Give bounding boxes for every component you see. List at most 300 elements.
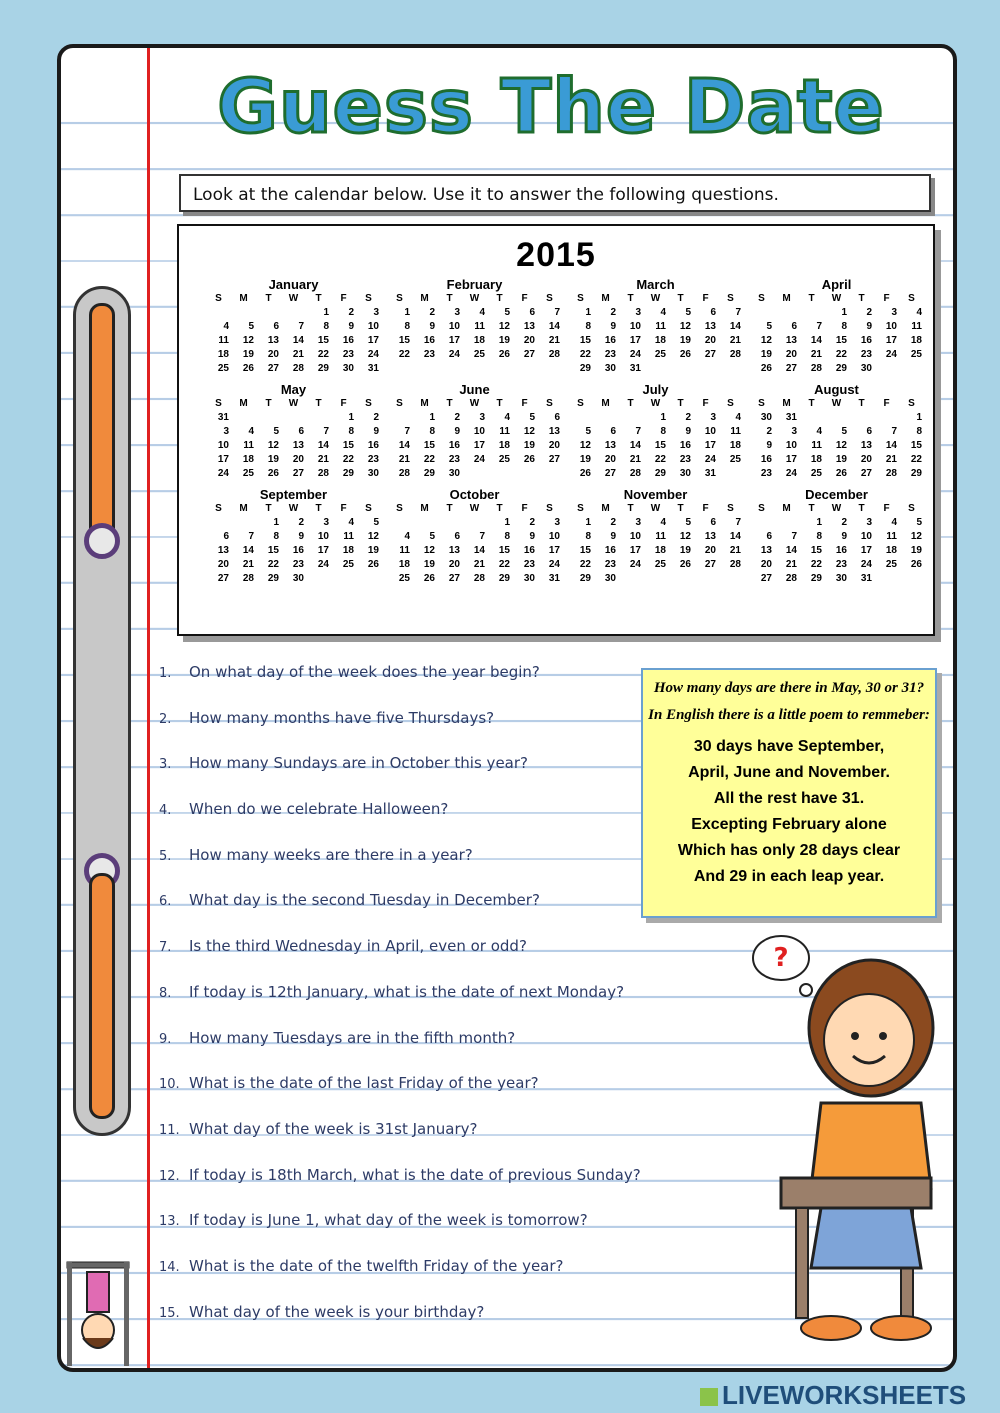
calendar-day: 20 xyxy=(704,545,716,556)
calendar-day: 21 xyxy=(885,454,897,465)
calendar-day: 10 xyxy=(629,531,641,542)
month-grid xyxy=(749,502,924,586)
weekday-header: W xyxy=(288,503,299,514)
calendar-2015 xyxy=(177,224,935,636)
calendar-day: 17 xyxy=(629,335,641,346)
calendar-day: 13 xyxy=(704,321,716,332)
calendar-day: 1 xyxy=(273,517,279,528)
calendar-day: 19 xyxy=(679,335,691,346)
calendar-day xyxy=(618,572,643,586)
calendar-day: 19 xyxy=(498,335,510,346)
calendar-day: 15 xyxy=(267,545,279,556)
calendar-month xyxy=(746,382,927,481)
month-name: September xyxy=(259,487,328,502)
calendar-day xyxy=(306,411,331,425)
weekday-header: S xyxy=(396,398,403,409)
calendar-day: 6 xyxy=(454,531,460,542)
hanging-kid-illustration xyxy=(63,1258,133,1368)
calendar-day: 13 xyxy=(548,426,560,437)
calendar-day: 20 xyxy=(604,454,616,465)
calendar-day: 27 xyxy=(785,363,797,374)
calendar-day: 2 xyxy=(529,517,535,528)
calendar-day xyxy=(718,572,743,586)
calendar-day xyxy=(537,467,562,481)
margin-line xyxy=(147,48,150,1368)
calendar-day: 27 xyxy=(604,468,616,479)
calendar-day: 18 xyxy=(342,545,354,556)
calendar-day xyxy=(668,362,693,376)
calendar-day: 10 xyxy=(448,321,460,332)
calendar-day xyxy=(387,516,412,530)
calendar-day xyxy=(256,306,281,320)
calendar-day: 24 xyxy=(885,349,897,360)
calendar-day: 17 xyxy=(448,335,460,346)
calendar-day: 2 xyxy=(766,426,772,437)
weekday-header: T xyxy=(858,398,865,409)
weekday-header: S xyxy=(396,293,403,304)
calendar-day: 25 xyxy=(885,559,897,570)
calendar-day: 3 xyxy=(479,412,485,423)
question-text: On what day of the week does the year begin? xyxy=(189,663,540,681)
calendar-day: 20 xyxy=(860,454,872,465)
calendar-day: 31 xyxy=(860,573,872,584)
calendar-day: 15 xyxy=(398,335,410,346)
calendar-day: 25 xyxy=(473,349,485,360)
calendar-day xyxy=(206,516,231,530)
calendar-day: 7 xyxy=(791,531,797,542)
weekday-header: S xyxy=(365,503,372,514)
weekday-header: T xyxy=(446,398,453,409)
weekday-header: M xyxy=(601,503,610,514)
calendar-month xyxy=(565,277,746,376)
calendar-day: 26 xyxy=(367,559,379,570)
calendar-day: 11 xyxy=(886,531,897,542)
calendar-day: 7 xyxy=(735,307,741,318)
shoe-left xyxy=(801,1316,861,1340)
blue-skirt xyxy=(811,1208,921,1268)
calendar-day: 13 xyxy=(448,545,460,556)
weekday-header: F xyxy=(521,398,528,409)
calendar-day: 21 xyxy=(398,454,410,465)
calendar-day: 8 xyxy=(916,426,922,437)
calendar-day: 21 xyxy=(729,545,741,556)
month-grid xyxy=(568,502,743,586)
weekday-header: F xyxy=(702,293,709,304)
weekday-header: W xyxy=(650,398,661,409)
calendar-day xyxy=(668,572,693,586)
calendar-day: 25 xyxy=(729,454,741,465)
calendar-day: 11 xyxy=(399,545,410,556)
calendar-day: 7 xyxy=(635,426,641,437)
calendar-day: 22 xyxy=(317,349,329,360)
calendar-day xyxy=(487,467,512,481)
calendar-day xyxy=(387,411,412,425)
calendar-day: 19 xyxy=(835,454,847,465)
calendar-day: 29 xyxy=(579,363,591,374)
question-item xyxy=(159,845,719,891)
calendar-day: 11 xyxy=(730,426,741,437)
calendar-day xyxy=(231,516,256,530)
question-text: How many months have five Thursdays? xyxy=(189,708,495,727)
weekday-header: S xyxy=(365,293,372,304)
calendar-day: 25 xyxy=(810,468,822,479)
month-name: May xyxy=(280,382,307,397)
calendar-day: 23 xyxy=(367,454,379,465)
binder-hole-top xyxy=(84,523,120,559)
worksheet-page xyxy=(57,44,957,1372)
month-grid xyxy=(206,502,381,586)
calendar-day: 30 xyxy=(604,363,616,374)
weekday-header: T xyxy=(496,503,503,514)
calendar-day: 2 xyxy=(373,412,379,423)
calendar-day: 1 xyxy=(916,412,922,423)
calendar-day: 15 xyxy=(342,440,354,451)
calendar-day: 30 xyxy=(367,468,379,479)
calendar-day: 6 xyxy=(529,307,535,318)
calendar-day: 15 xyxy=(835,335,847,346)
calendar-day: 22 xyxy=(654,454,666,465)
calendar-day: 5 xyxy=(685,307,691,318)
calendar-day: 22 xyxy=(398,349,410,360)
calendar-day: 26 xyxy=(498,349,510,360)
question-item xyxy=(159,1210,719,1256)
calendar-day: 5 xyxy=(373,517,379,528)
calendar-day: 22 xyxy=(579,559,591,570)
weekday-header: T xyxy=(496,293,503,304)
calendar-day: 1 xyxy=(404,307,410,318)
calendar-day: 22 xyxy=(579,349,591,360)
calendar-day: 4 xyxy=(916,307,922,318)
calendar-day: 1 xyxy=(660,412,666,423)
calendar-day xyxy=(799,411,824,425)
binder-clip xyxy=(73,286,131,1136)
calendar-day xyxy=(874,572,899,586)
calendar-day: 4 xyxy=(660,307,666,318)
calendar-day: 21 xyxy=(729,335,741,346)
calendar-day xyxy=(899,572,924,586)
calendar-day: 16 xyxy=(367,440,379,451)
calendar-day: 18 xyxy=(729,440,741,451)
calendar-day: 25 xyxy=(242,468,254,479)
question-number: 3. xyxy=(159,757,172,773)
calendar-day: 5 xyxy=(766,321,772,332)
calendar-day: 12 xyxy=(760,335,772,346)
weekday-header: T xyxy=(446,293,453,304)
calendar-day: 31 xyxy=(629,363,641,374)
calendar-day: 24 xyxy=(629,559,641,570)
calendar-day: 23 xyxy=(342,349,354,360)
calendar-day xyxy=(774,306,799,320)
calendar-day: 3 xyxy=(635,517,641,528)
calendar-day: 4 xyxy=(479,307,485,318)
calendar-day xyxy=(718,362,743,376)
calendar-day xyxy=(356,572,381,586)
calendar-day: 26 xyxy=(910,559,922,570)
calendar-day: 31 xyxy=(367,363,379,374)
question-item xyxy=(159,708,719,754)
calendar-day: 12 xyxy=(579,440,591,451)
calendar-day: 17 xyxy=(885,335,897,346)
calendar-day: 28 xyxy=(292,363,304,374)
month-grid xyxy=(387,397,562,481)
calendar-day: 23 xyxy=(448,454,460,465)
calendar-day: 14 xyxy=(729,321,741,332)
month-grid xyxy=(749,292,924,376)
calendar-day: 6 xyxy=(766,531,772,542)
calendar-day: 15 xyxy=(579,545,591,556)
calendar-day: 29 xyxy=(579,573,591,584)
weekday-header: F xyxy=(702,398,709,409)
calendar-day xyxy=(749,516,774,530)
calendar-day: 22 xyxy=(498,559,510,570)
thought-question-mark: ? xyxy=(773,943,789,973)
question-number: 5. xyxy=(159,848,172,864)
calendar-day: 23 xyxy=(604,349,616,360)
calendar-year: 2015 xyxy=(516,236,596,274)
calendar-month xyxy=(746,487,927,586)
calendar-day: 11 xyxy=(474,321,485,332)
weekday-header: F xyxy=(340,398,347,409)
calendar-day: 6 xyxy=(298,426,304,437)
calendar-day: 27 xyxy=(860,468,872,479)
calendar-day: 16 xyxy=(760,454,772,465)
weekday-header: T xyxy=(315,503,322,514)
calendar-day: 30 xyxy=(835,573,847,584)
calendar-day: 11 xyxy=(655,321,666,332)
calendar-day: 14 xyxy=(473,545,485,556)
binder-ring-bottom xyxy=(89,873,115,1119)
question-number: 1. xyxy=(159,666,172,681)
thinking-girl-illustration xyxy=(751,928,951,1348)
calendar-day: 10 xyxy=(629,321,641,332)
calendar-day: 9 xyxy=(841,531,847,542)
calendar-day: 26 xyxy=(523,454,535,465)
month-grid xyxy=(749,397,924,481)
calendar-day: 15 xyxy=(423,440,435,451)
weekday-header: S xyxy=(727,398,734,409)
calendar-day xyxy=(437,516,462,530)
weekday-header: T xyxy=(677,293,684,304)
calendar-day: 26 xyxy=(579,468,591,479)
calendar-day: 10 xyxy=(217,440,229,451)
weekday-header: S xyxy=(577,293,584,304)
calendar-day: 12 xyxy=(367,531,379,542)
calendar-day: 3 xyxy=(710,412,716,423)
weekday-header: F xyxy=(521,293,528,304)
calendar-day: 13 xyxy=(704,531,716,542)
calendar-day: 18 xyxy=(810,454,822,465)
calendar-day: 24 xyxy=(704,454,716,465)
calendar-day: 8 xyxy=(323,321,329,332)
calendar-day: 7 xyxy=(891,426,897,437)
calendar-day: 24 xyxy=(629,349,641,360)
calendar-day: 2 xyxy=(429,307,435,318)
page-title: Guess The Date xyxy=(217,64,885,150)
calendar-month xyxy=(203,382,384,481)
calendar-day: 19 xyxy=(367,545,379,556)
weekday-header: W xyxy=(831,293,842,304)
school-desk xyxy=(781,1178,931,1208)
calendar-day: 28 xyxy=(242,573,254,584)
weekday-header: T xyxy=(808,398,815,409)
weekday-header: S xyxy=(727,293,734,304)
calendar-day: 23 xyxy=(679,454,691,465)
calendar-day: 16 xyxy=(342,335,354,346)
calendar-day xyxy=(256,411,281,425)
calendar-day: 14 xyxy=(629,440,641,451)
calendar-day: 18 xyxy=(217,349,229,360)
weekday-header: F xyxy=(883,293,890,304)
calendar-day: 7 xyxy=(554,307,560,318)
calendar-day: 27 xyxy=(523,349,535,360)
calendar-day: 26 xyxy=(679,559,691,570)
calendar-day: 12 xyxy=(523,426,535,437)
calendar-day: 31 xyxy=(217,412,229,423)
calendar-day: 7 xyxy=(479,531,485,542)
calendar-day: 4 xyxy=(248,426,254,437)
calendar-day: 9 xyxy=(529,531,535,542)
calendar-day: 19 xyxy=(679,545,691,556)
calendar-day: 14 xyxy=(292,335,304,346)
calendar-day: 8 xyxy=(660,426,666,437)
calendar-day: 14 xyxy=(242,545,254,556)
calendar-day: 12 xyxy=(267,440,279,451)
calendar-day: 13 xyxy=(860,440,872,451)
calendar-day: 25 xyxy=(654,349,666,360)
calendar-day: 28 xyxy=(810,363,822,374)
weekday-header: S xyxy=(577,398,584,409)
calendar-month xyxy=(746,277,927,376)
calendar-day: 11 xyxy=(655,531,666,542)
calendar-day: 24 xyxy=(448,349,460,360)
calendar-day: 11 xyxy=(243,440,254,451)
question-text: When do we celebrate Halloween? xyxy=(189,800,449,819)
calendar-day: 24 xyxy=(548,559,560,570)
question-list xyxy=(159,662,719,1347)
calendar-day: 27 xyxy=(704,559,716,570)
poem-line: Excepting February alone xyxy=(691,816,887,833)
calendar-day: 20 xyxy=(448,559,460,570)
calendar-day: 14 xyxy=(810,335,822,346)
calendar-day: 13 xyxy=(760,545,772,556)
calendar-day: 23 xyxy=(423,349,435,360)
calendar-day: 19 xyxy=(910,545,922,556)
month-name: August xyxy=(814,382,859,397)
question-item xyxy=(159,1119,719,1165)
poem-line: Which has only 28 days clear xyxy=(677,842,901,859)
calendar-day: 1 xyxy=(348,412,354,423)
calendar-day: 21 xyxy=(785,559,797,570)
calendar-day: 20 xyxy=(785,349,797,360)
calendar-day: 15 xyxy=(317,335,329,346)
calendar-day: 10 xyxy=(860,531,872,542)
calendar-month xyxy=(565,382,746,481)
calendar-day: 29 xyxy=(423,468,435,479)
calendar-day: 27 xyxy=(704,349,716,360)
weekday-header: S xyxy=(908,293,915,304)
month-name: November xyxy=(623,487,688,502)
calendar-day: 3 xyxy=(454,307,460,318)
month-name: January xyxy=(268,277,319,292)
calendar-day: 18 xyxy=(473,335,485,346)
calendar-day: 14 xyxy=(785,545,797,556)
calendar-day: 29 xyxy=(498,573,510,584)
calendar-day: 29 xyxy=(342,468,354,479)
weekday-header: T xyxy=(265,293,272,304)
calendar-day: 20 xyxy=(704,335,716,346)
calendar-day: 17 xyxy=(860,545,872,556)
weekday-header: W xyxy=(831,503,842,514)
weekday-header: M xyxy=(239,293,248,304)
calendar-day xyxy=(593,411,618,425)
calendar-day: 9 xyxy=(610,531,616,542)
orange-shirt xyxy=(811,1103,931,1188)
calendar-day: 27 xyxy=(448,573,460,584)
calendar-day: 21 xyxy=(629,454,641,465)
calendar-day: 14 xyxy=(729,531,741,542)
calendar-month xyxy=(384,487,565,586)
calendar-day: 12 xyxy=(910,531,922,542)
calendar-day: 7 xyxy=(735,517,741,528)
calendar-day: 1 xyxy=(585,307,591,318)
calendar-day: 20 xyxy=(292,454,304,465)
weekday-header: T xyxy=(446,503,453,514)
calendar-day xyxy=(618,411,643,425)
poem-lines xyxy=(643,734,935,890)
calendar-day: 1 xyxy=(816,517,822,528)
calendar-day: 11 xyxy=(218,335,229,346)
calendar-day: 24 xyxy=(367,349,379,360)
calendar-day xyxy=(512,467,537,481)
calendar-day xyxy=(206,306,231,320)
calendar-day: 2 xyxy=(348,307,354,318)
calendar-day: 29 xyxy=(317,363,329,374)
calendar-day: 13 xyxy=(267,335,279,346)
calendar-day: 10 xyxy=(785,440,797,451)
weekday-header: M xyxy=(601,398,610,409)
calendar-day: 4 xyxy=(348,517,354,528)
month-name: July xyxy=(642,382,669,397)
weekday-header: M xyxy=(239,398,248,409)
weekday-header: S xyxy=(546,503,553,514)
weekday-header: T xyxy=(496,398,503,409)
calendar-day: 31 xyxy=(704,468,716,479)
calendar-day: 9 xyxy=(610,321,616,332)
calendar-day: 30 xyxy=(448,468,460,479)
calendar-day xyxy=(462,467,487,481)
question-number: 9. xyxy=(159,1031,172,1047)
calendar-day: 16 xyxy=(523,545,535,556)
month-name: October xyxy=(449,487,500,502)
weekday-header: W xyxy=(831,398,842,409)
weekday-header: F xyxy=(883,503,890,514)
calendar-day: 16 xyxy=(292,545,304,556)
month-name: December xyxy=(805,487,868,502)
month-name: April xyxy=(821,277,852,292)
calendar-day: 5 xyxy=(248,321,254,332)
calendar-day: 12 xyxy=(679,321,691,332)
calendar-day: 30 xyxy=(860,363,872,374)
thought-dot xyxy=(800,984,812,996)
calendar-day: 15 xyxy=(910,440,922,451)
calendar-day: 10 xyxy=(317,531,329,542)
calendar-day: 22 xyxy=(267,559,279,570)
calendar-day: 12 xyxy=(679,531,691,542)
question-number: 7. xyxy=(159,940,172,956)
calendar-day: 26 xyxy=(835,468,847,479)
weekday-header: M xyxy=(601,293,610,304)
poem-box xyxy=(641,668,937,918)
